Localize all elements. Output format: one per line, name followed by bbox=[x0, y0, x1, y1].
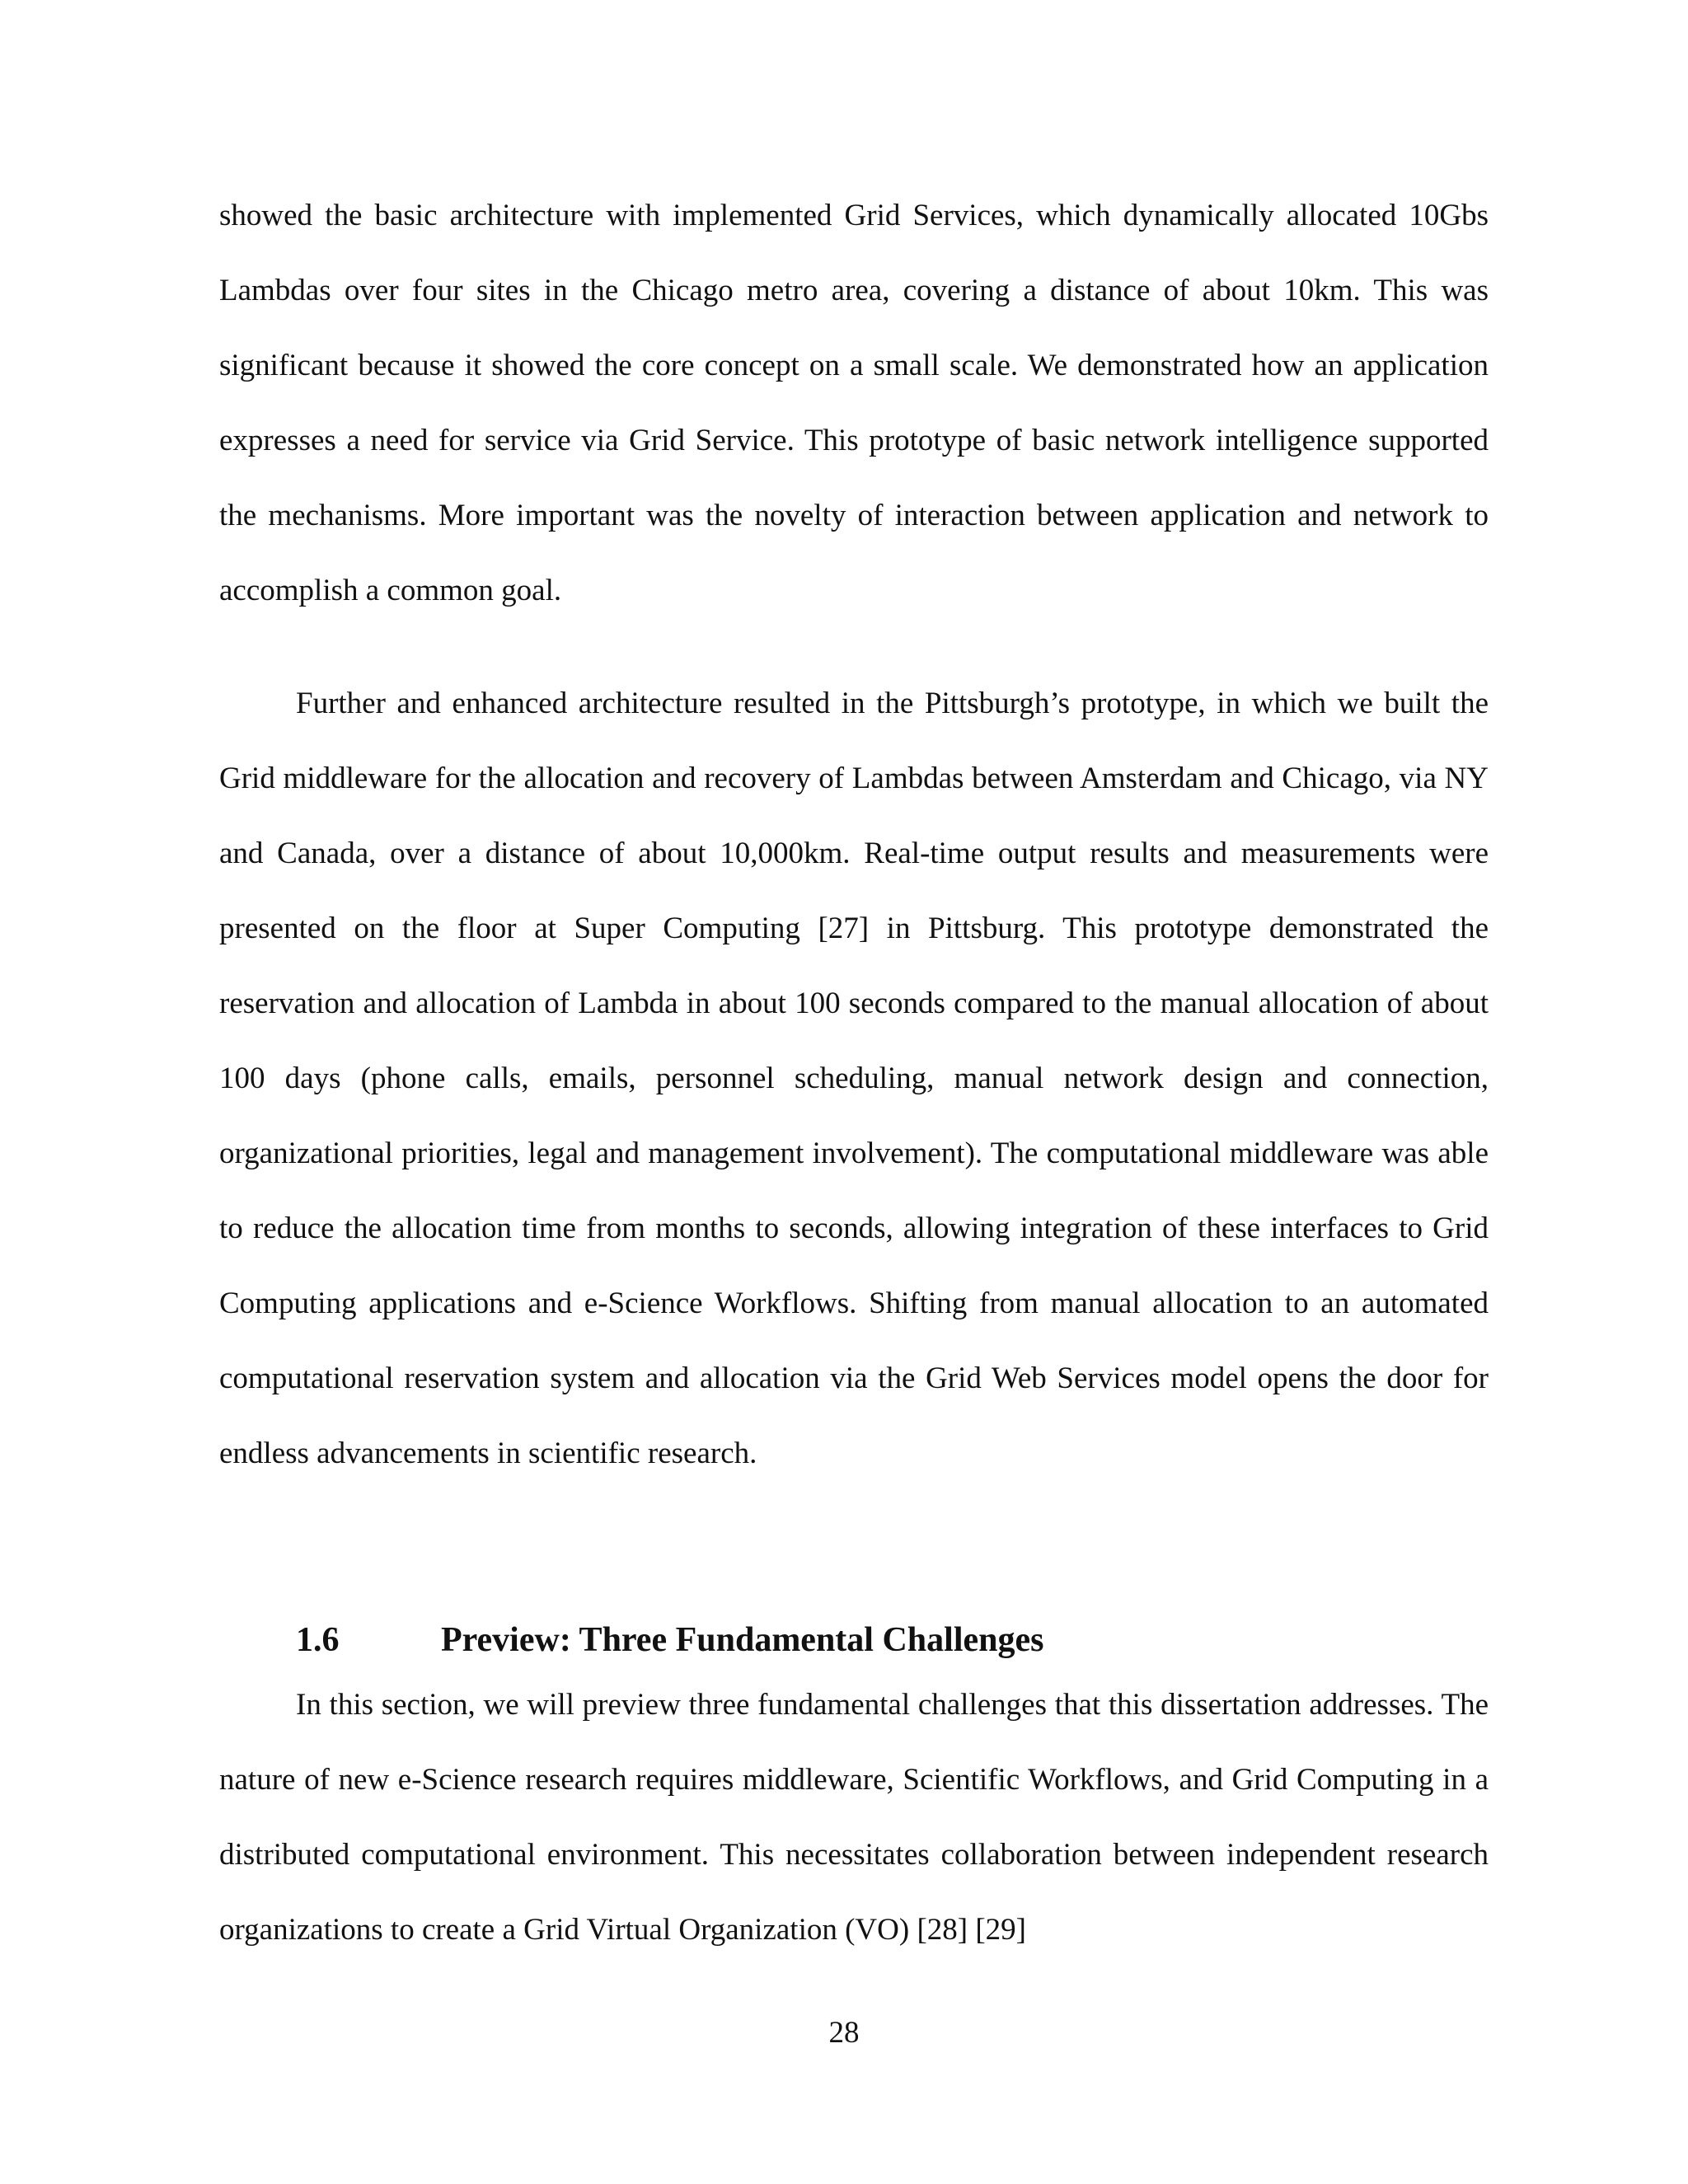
section-number: 1.6 bbox=[296, 1621, 340, 1659]
page-number: 28 bbox=[828, 2016, 860, 2050]
body-paragraph: showed the basic architecture with implemented Grid Services, which dynamically allocated 10Gbs Lambdas over four sites in the Chicago metro area, covering a distance of about 10km. This was significant because it showed the core concept on a small scale. We demonstrated how an application expresses a need for service via Grid Service. This prototype of basic network intelligence supported the mechanisms. More important was the novelty of interaction between application and network to accomplish a common goal. bbox=[219, 199, 1489, 607]
body-paragraph: Further and enhanced architecture resulted in the Pittsburgh’s prototype, in which we built the Grid middleware for the allocation and recovery of Lambdas between Amsterdam and Chicago, via NY and Canada, over a distance of about 10,000km. Real-time output results and measurements were presented on the floor at Super Computing [27] in Pittsburg. This prototype demonstrated the reservation and allocation of Lambda in about 100 seconds compared to the manual allocation of about 100 days (phone calls, emails, personnel scheduling, manual network design and connection, organizational priorities, legal and management involvement). The computational middleware was able to reduce the allocation time from months to seconds, allowing integration of these interfaces to Grid Computing applications and e-Science Workflows. Shifting from manual allocation to an automated computational reservation system and allocation via the Grid Web Services model opens the door for endless advancements in scientific research. bbox=[219, 687, 1489, 1470]
section-heading bbox=[296, 1615, 1043, 1665]
section-title: Preview: Three Fundamental Challenges bbox=[441, 1621, 1044, 1659]
body-paragraph: In this section, we will preview three fundamental challenges that this dissertation addresses. The nature of new e-Science research requires middleware, Scientific Workflows, and Grid Computing in a distributed computational environment. This necessitates collaboration between independent research organizations to create a Grid Virtual Organization (VO) [28] [29] bbox=[219, 1688, 1489, 1947]
